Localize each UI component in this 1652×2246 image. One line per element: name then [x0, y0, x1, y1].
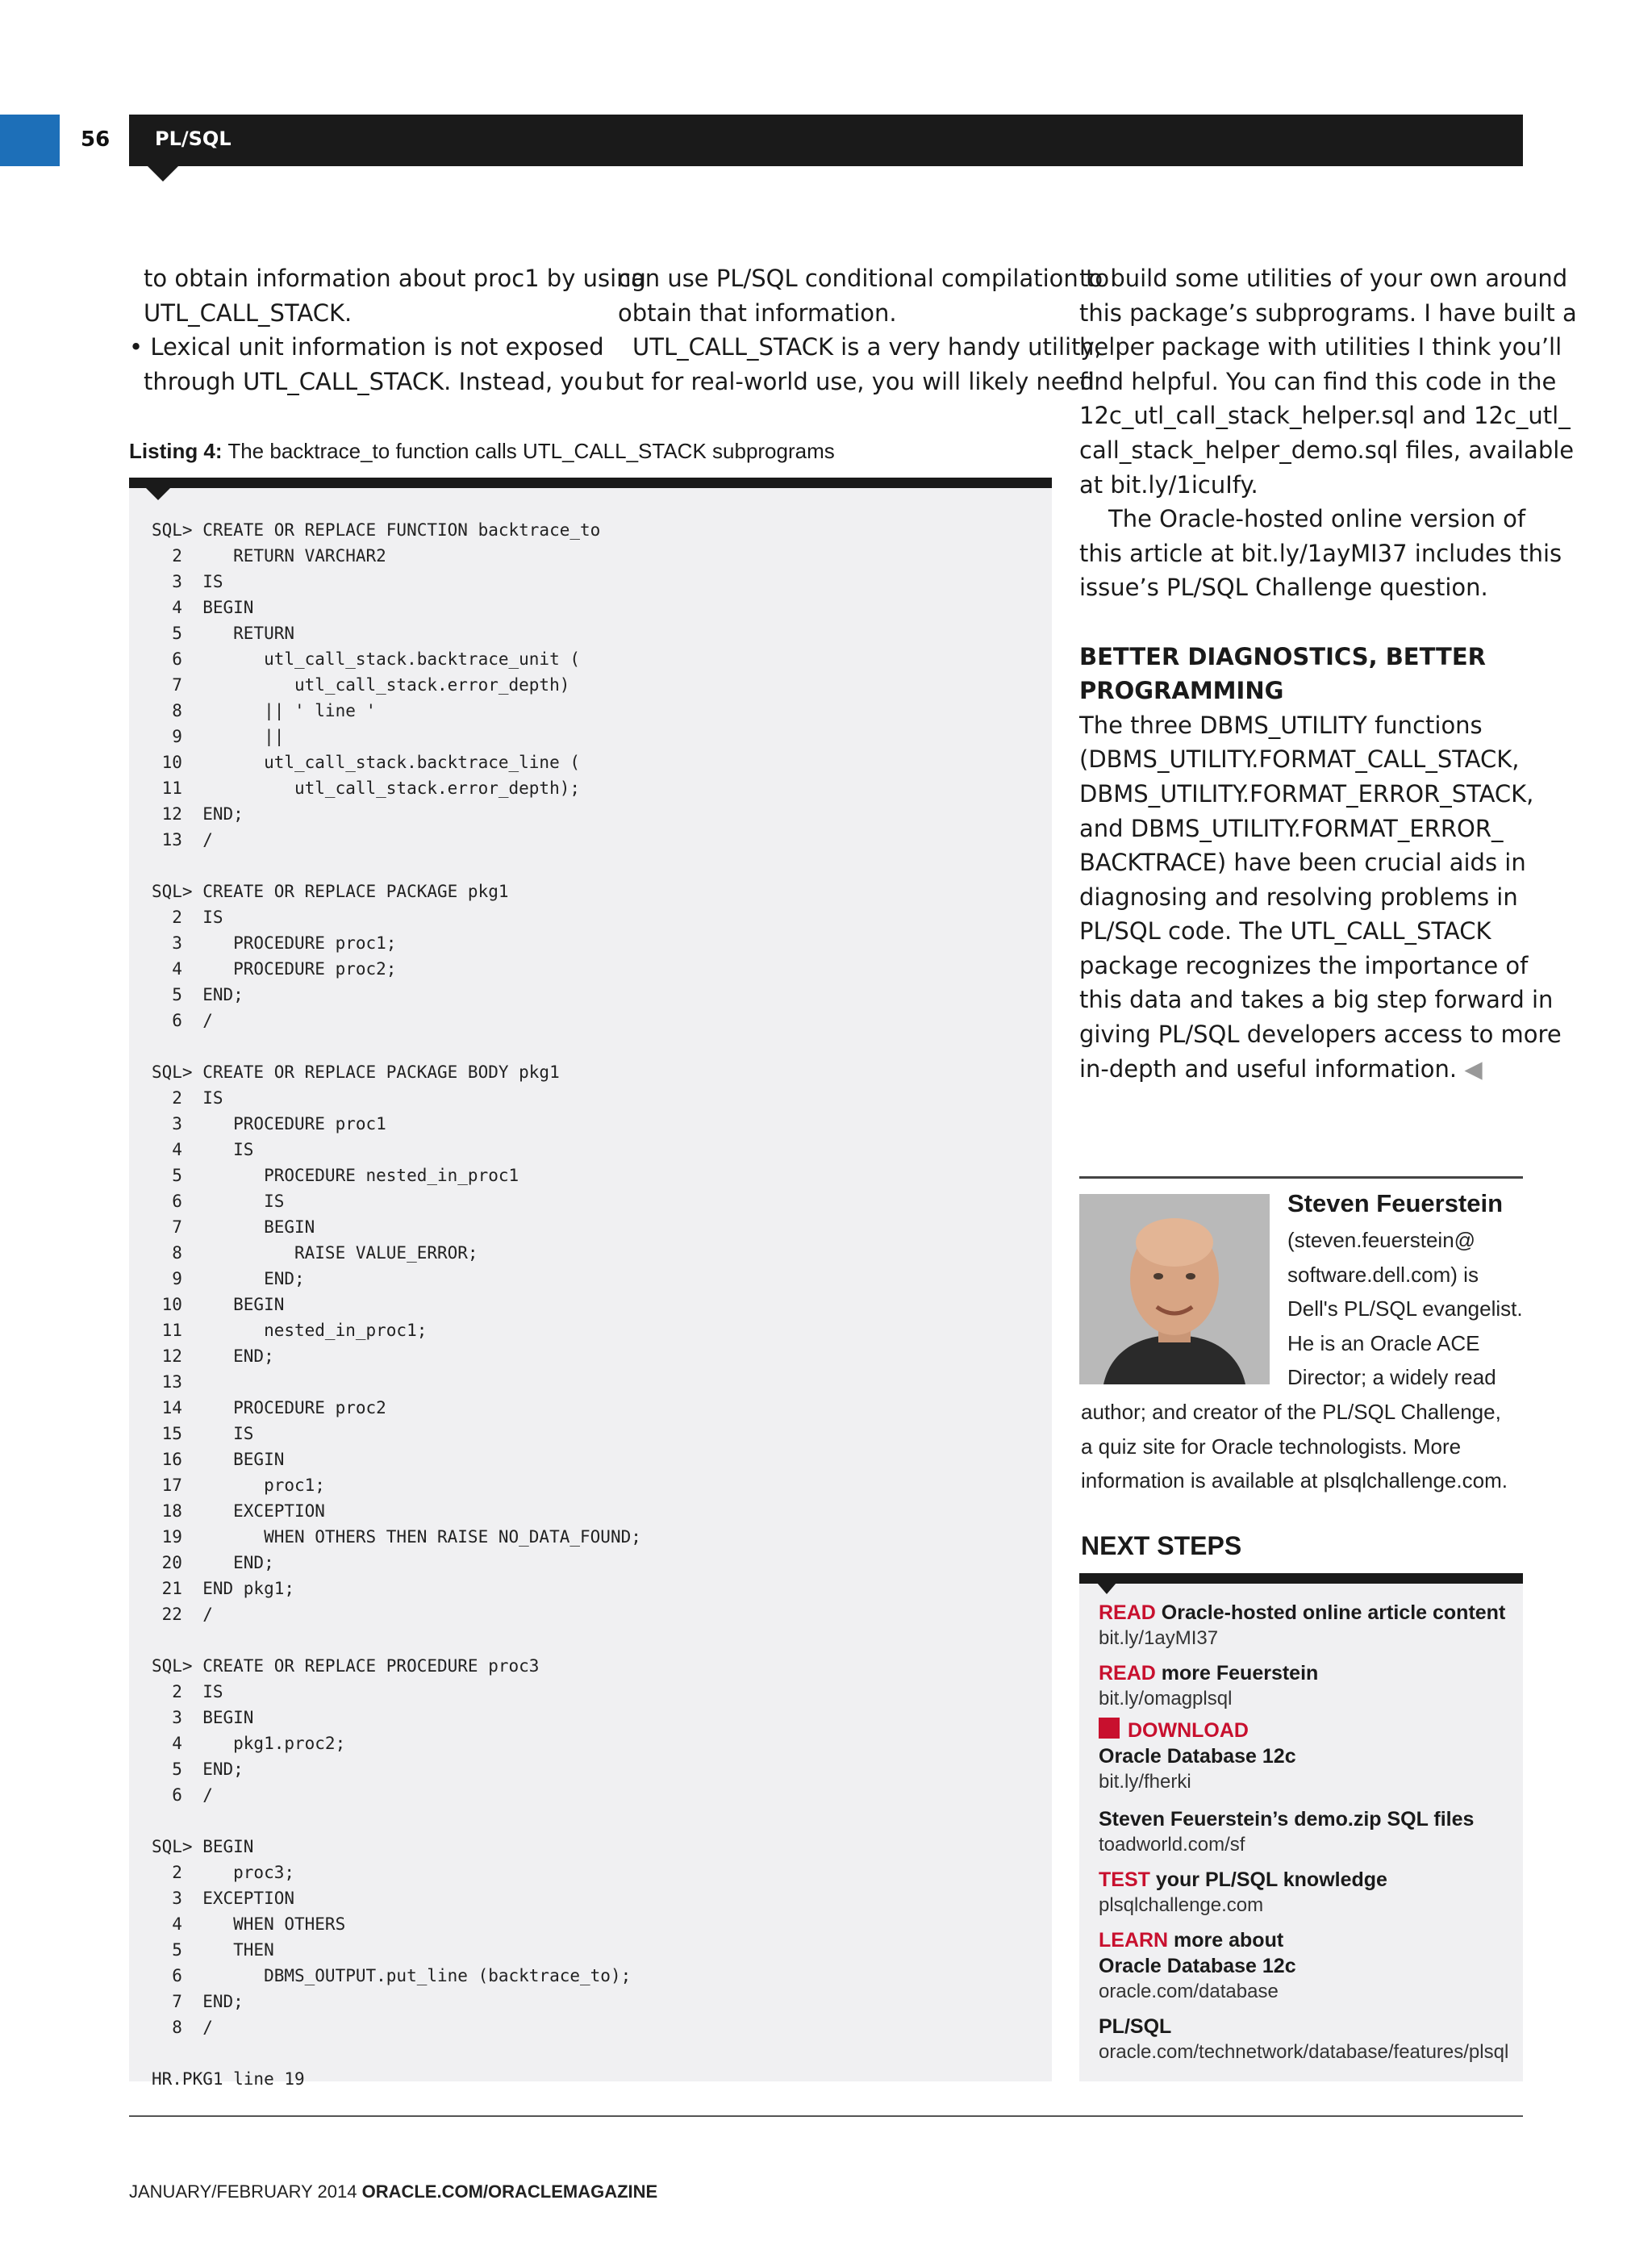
text-line: BACKTRACE) have been crucial aids in: [1079, 849, 1526, 877]
text-line: at bit.ly/1icuIfy.: [1079, 470, 1258, 499]
text-line: The Oracle-hosted online version of: [1108, 505, 1526, 533]
text-line: (steven.feuerstein@: [1287, 1228, 1476, 1252]
text-line: 12c_utl_call_stack_helper.sql and 12c_utl_: [1079, 402, 1571, 430]
next-step-link[interactable]: toadworld.com/sf: [1099, 1834, 1245, 1856]
text-line: in-depth and useful information.: [1079, 1054, 1458, 1083]
text-line: can use PL/SQL conditional compilation to: [618, 265, 1110, 292]
section-heading: PROGRAMMING: [1079, 677, 1284, 705]
text-line: this article at bit.ly/1ayMI37 includes this: [1079, 539, 1562, 567]
next-step-text: more about: [1168, 1929, 1284, 1952]
listing-caption-text: The backtrace_to function calls UTL_CALL_STACK subprograms: [227, 439, 835, 463]
listing-pointer: [145, 487, 171, 500]
text-line: information is available at plsqlchallenge.com.: [1081, 1468, 1508, 1493]
column-3-text: [1079, 261, 1577, 1086]
next-step-subject: Oracle Database 12c: [1099, 1745, 1296, 1768]
code-listing: SQL> CREATE OR REPLACE FUNCTION backtrace_to 2 RETURN VARCHAR2 3 IS 4 BEGIN 5 RETURN 6 utl_call_stack.backtrace_unit ( 7 utl_call_stack.error_depth) 8 || ' line ' 9 || 10 utl_call_stack.backtrace_line ( 11 utl_call_stack.error_depth); 12 END; 13 / SQL> CREATE OR REPLACE PACKAGE pkg1 2 IS 3 PROCEDURE proc1; 4 PROCEDURE proc2; 5 END; 6 / SQL> CREATE OR REPLACE PACKAGE BODY pkg1 2 IS 3 PROCEDURE proc1 4 IS 5 PROCEDURE nested_in_proc1 6 IS 7 BEGIN 8 RAISE VALUE_ERROR; 9 END; 10 BEGIN 11 nested_in_proc1; 12 END; 13 14 PROCEDURE proc2 15 IS 16 BEGIN 17 proc1; 18 EXCEPTION 19 WHEN OTHERS THEN RAISE NO_DATA_FOUND; 20 END; 21 END pkg1; 22 / SQL> CREATE OR REPLACE PROCEDURE proc3 2 IS 3 BEGIN 4 pkg1.proc2; 5 END; 6 / SQL> BEGIN 2 proc3; 3 EXCEPTION 4 WHEN OTHERS 5 THEN 6 DBMS_OUTPUT.put_line (backtrace_to); 7 END; 8 / HR.PKG1 line 19: [152, 520, 641, 2089]
listing-caption: [129, 439, 835, 464]
next-step-item[interactable]: [1099, 1660, 1318, 1712]
text-line: giving PL/SQL developers access to more: [1079, 1021, 1562, 1049]
text-line: DBMS_UTILITY.FORMAT_ERROR_STACK,: [1079, 779, 1534, 808]
column-1-text: [129, 261, 646, 399]
next-step-item[interactable]: [1099, 1600, 1505, 1651]
next-step-text: more Feuerstein: [1155, 1662, 1319, 1684]
text-line: (DBMS_UTILITY.FORMAT_CALL_STACK,: [1079, 745, 1520, 774]
next-step-item[interactable]: [1099, 1806, 1474, 1858]
author-photo: [1079, 1194, 1270, 1384]
next-step-item[interactable]: [1099, 2014, 1508, 2065]
text-line: this package’s subprograms. I have built a: [1079, 298, 1577, 327]
author-portrait-icon: [1079, 1194, 1270, 1384]
text-line: software.dell.com) is: [1287, 1262, 1479, 1287]
listing-label: Listing 4:: [129, 439, 223, 463]
footer-issue: JANUARY/FEBRUARY 2014: [129, 2181, 362, 2202]
next-step-text: Steven Feuerstein’s demo.zip SQL files: [1099, 1808, 1475, 1831]
text-line: package recognizes the importance of: [1079, 951, 1529, 979]
page-number: 56: [81, 127, 111, 152]
author-name: Steven Feuerstein: [1287, 1189, 1504, 1217]
next-step-verb: TEST: [1099, 1868, 1150, 1891]
code-listing-panel: [129, 488, 1052, 2089]
text-line: find helpful. You can find this code in the: [1079, 367, 1557, 395]
footer-site-link[interactable]: ORACLE.COM/ORACLEMAGAZINE: [361, 2181, 658, 2202]
header-pointer: [147, 165, 179, 182]
text-line: a quiz site for Oracle technologists. More: [1081, 1434, 1462, 1459]
listing-rule: [129, 478, 1052, 488]
next-step-verb: LEARN: [1099, 1929, 1169, 1952]
next-step-verb: DOWNLOAD: [1128, 1719, 1249, 1742]
next-steps-panel: [1079, 1584, 1523, 2081]
next-step-verb: READ: [1099, 1662, 1156, 1684]
text-line: UTL_CALL_STACK.: [144, 298, 353, 327]
bio-rule: [1079, 1176, 1523, 1179]
text-line: obtain that information.: [618, 298, 897, 327]
section-heading: BETTER DIAGNOSTICS, BETTER: [1079, 642, 1486, 670]
text-line: UTL_CALL_STACK is a very handy utility,: [632, 333, 1102, 361]
next-step-verb: READ: [1099, 1601, 1156, 1624]
text-line: but for real-world use, you will likely need: [605, 367, 1095, 395]
text-line: Director; a widely read: [1287, 1365, 1496, 1390]
text-line: to obtain information about proc1 by using: [144, 265, 646, 292]
text-line: through UTL_CALL_STACK. Instead, you: [144, 367, 603, 395]
next-step-link[interactable]: plsqlchallenge.com: [1099, 1894, 1264, 1916]
text-line: diagnosing and resolving problems in: [1079, 883, 1518, 911]
column-2-text: [605, 261, 1109, 399]
bullet-line: • Lexical unit information is not exposed: [129, 333, 604, 361]
end-of-article-icon: ◀: [1464, 1054, 1483, 1083]
text-line: call_stack_helper_demo.sql files, available: [1079, 436, 1575, 464]
text-line: He is an Oracle ACE: [1287, 1330, 1480, 1355]
next-step-item[interactable]: [1099, 1718, 1296, 1795]
next-step-item[interactable]: [1099, 1867, 1387, 1918]
text-line: helper package with utilities I think you’ll: [1079, 333, 1562, 361]
text-line: [1079, 605, 1577, 640]
next-step-link[interactable]: oracle.com/technetwork/database/features/plsql: [1099, 2041, 1509, 2063]
footer: [129, 2181, 657, 2202]
text-line: and DBMS_UTILITY.FORMAT_ERROR_: [1079, 814, 1504, 842]
text-line: Dell's PL/SQL evangelist.: [1287, 1296, 1523, 1321]
section-header-bar: [129, 115, 1523, 166]
text-line: issue’s PL/SQL Challenge question.: [1079, 574, 1488, 602]
section-title: PL/SQL: [155, 127, 232, 150]
next-step-link[interactable]: bit.ly/1ayMI37: [1099, 1627, 1219, 1649]
next-step-link[interactable]: oracle.com/database: [1099, 1981, 1279, 2002]
next-step-text: Oracle-hosted online article content: [1155, 1601, 1506, 1624]
text-line: [1079, 1052, 1577, 1087]
next-step-link[interactable]: bit.ly/omagplsql: [1099, 1688, 1233, 1710]
next-step-link[interactable]: bit.ly/fherki: [1099, 1771, 1191, 1793]
download-icon: [1099, 1718, 1120, 1739]
text-line: The three DBMS_UTILITY functions: [1079, 711, 1483, 739]
bio-text-beside-photo: [1287, 1223, 1523, 1395]
next-step-text: PL/SQL: [1099, 2015, 1172, 2038]
next-steps-pointer: [1097, 1583, 1116, 1594]
next-steps-rule: [1079, 1573, 1523, 1584]
footer-rule: [129, 2115, 1523, 2117]
page-tab-accent: [0, 115, 60, 166]
text-line: author; and creator of the PL/SQL Challenge,: [1081, 1400, 1501, 1424]
text-line: PL/SQL code. The UTL_CALL_STACK: [1079, 917, 1491, 946]
next-steps-title: NEXT STEPS: [1081, 1531, 1242, 1560]
next-step-subject: Oracle Database 12c: [1099, 1955, 1296, 1977]
next-step-text: your PL/SQL knowledge: [1149, 1868, 1387, 1891]
bio-text-below-photo: [1081, 1395, 1508, 1498]
next-step-item[interactable]: [1099, 1927, 1296, 2005]
text-line: to build some utilities of your own around: [1079, 265, 1568, 292]
text-line: this data and takes a big step forward in: [1079, 986, 1554, 1014]
